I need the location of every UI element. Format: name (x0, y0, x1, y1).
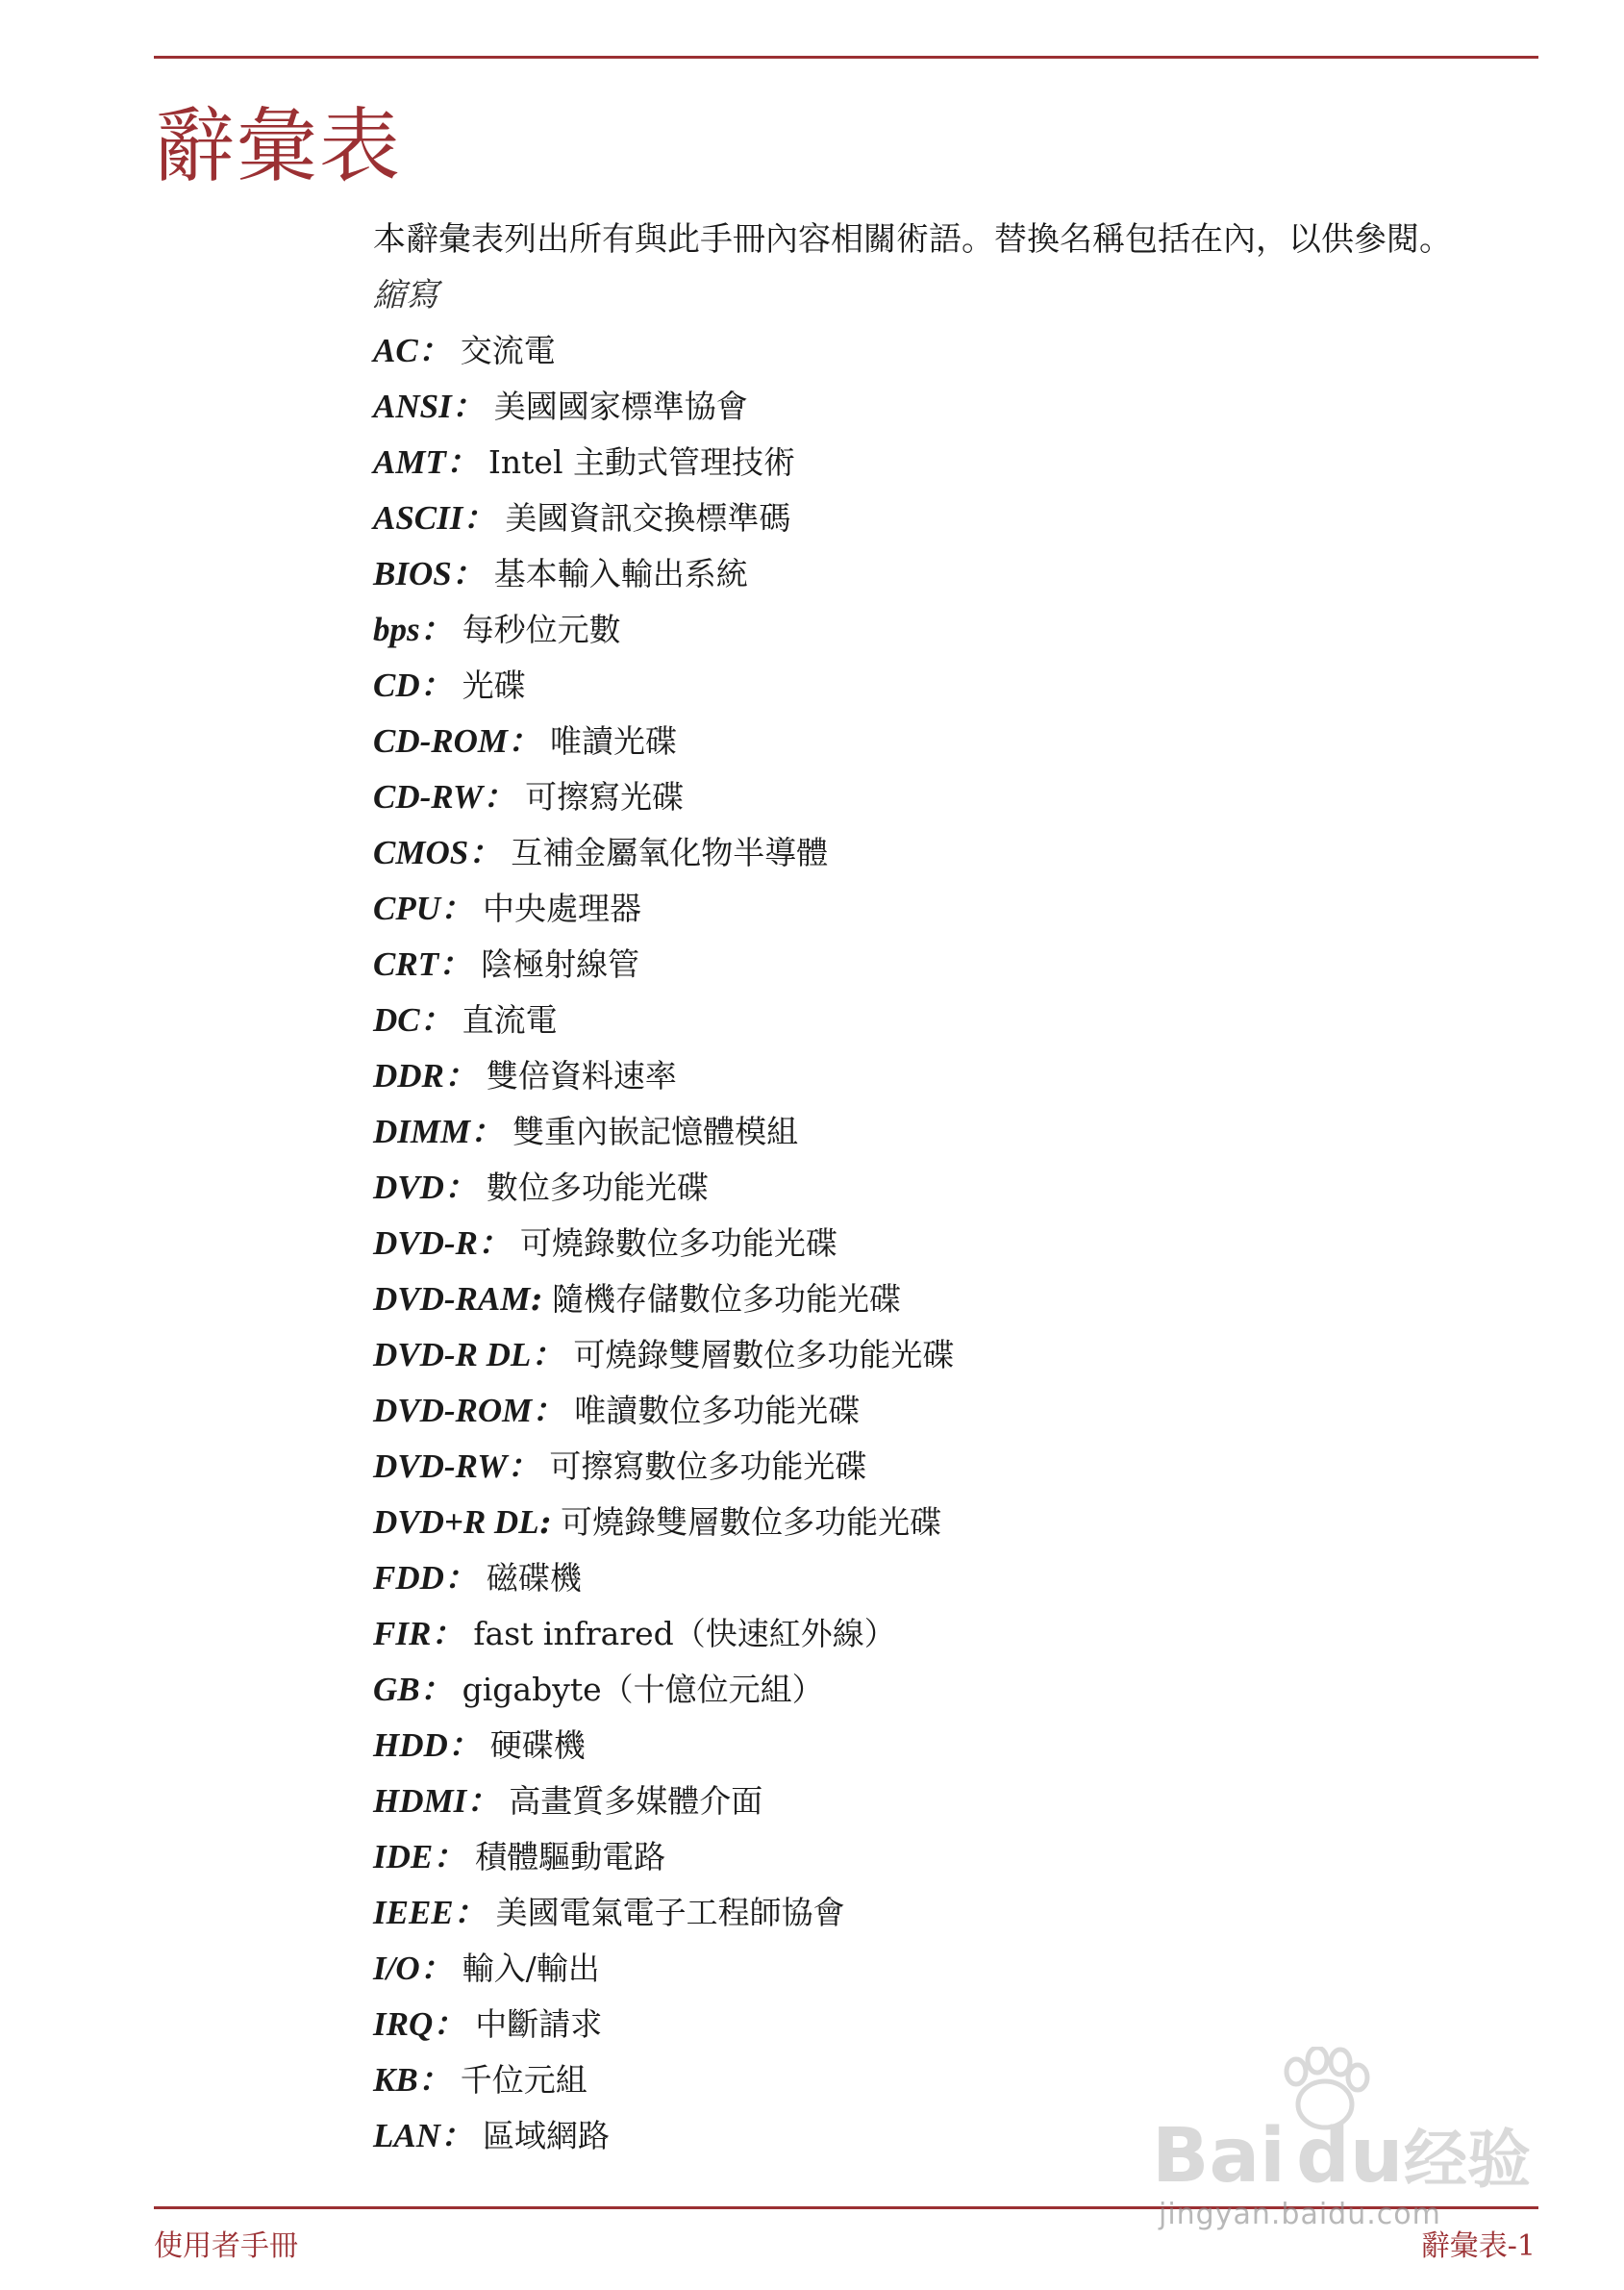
glossary-separator: ： (453, 1894, 487, 1932)
glossary-entry (373, 658, 1537, 714)
glossary-separator: ： (419, 667, 453, 705)
svg-text:Bai: Bai (1152, 2113, 1286, 2200)
page-title: 辭彙表 (154, 99, 403, 193)
glossary-term: CD-RW (373, 778, 484, 816)
glossary-entry (373, 1327, 1537, 1383)
glossary-term: DC (373, 1001, 420, 1039)
glossary-term: GB (373, 1671, 420, 1708)
glossary-term: DVD-R (373, 1224, 478, 1262)
glossary-entry (373, 1941, 1537, 1997)
glossary-definition: 雙重內嵌記憶體模組 (512, 1113, 799, 1150)
glossary-definition: 光碟 (462, 667, 526, 704)
glossary-definition: 可擦寫數位多功能光碟 (549, 1447, 867, 1485)
glossary-separator: ： (531, 1336, 564, 1374)
glossary-entry (373, 1216, 1537, 1271)
glossary-entry (373, 1104, 1537, 1160)
glossary-list (373, 323, 1537, 2164)
baidu-watermark-logo (1152, 2047, 1556, 2210)
glossary-term: CD-ROM (373, 722, 509, 760)
glossary-separator: ： (419, 1001, 453, 1040)
glossary-entry (373, 1718, 1537, 1774)
glossary-definition: 磁碟機 (486, 1559, 582, 1597)
glossary-term: HDD (373, 1726, 448, 1764)
glossary-separator: ： (507, 1447, 540, 1486)
glossary-separator: ： (470, 1113, 504, 1151)
glossary-term: FIR (373, 1615, 432, 1652)
intro-paragraph: 本辭彙表列出所有與此手冊內容相關術語。替換名稱包括在內，以供參閱。 (373, 220, 1452, 259)
glossary-term: bps (373, 611, 420, 648)
glossary-definition: 唯讀數位多功能光碟 (574, 1392, 861, 1429)
glossary-entry (373, 491, 1537, 546)
glossary-term: KB (373, 2061, 418, 2099)
glossary-term: DIMM (373, 1113, 471, 1150)
glossary-separator: ： (438, 945, 472, 984)
glossary-separator: ： (483, 778, 516, 817)
glossary-separator: ： (508, 722, 541, 761)
glossary-entry (373, 1606, 1537, 1662)
footer-page-number: 辭彙表-1 (1420, 2229, 1536, 2263)
glossary-definition: 交流電 (460, 332, 556, 369)
glossary-entry (373, 1160, 1537, 1216)
glossary-term: I/O (373, 1950, 420, 1987)
glossary-term: FDD (373, 1559, 444, 1597)
glossary-definition: 陰極射線管 (481, 945, 640, 983)
glossary-entry (373, 1048, 1537, 1104)
glossary-term: DDR (373, 1057, 444, 1095)
glossary-separator: ： (451, 555, 485, 593)
glossary-term: IEEE (373, 1894, 454, 1931)
glossary-separator: ： (443, 1559, 477, 1598)
glossary-separator: ： (532, 1392, 565, 1430)
glossary-definition: 區域網路 (483, 2117, 610, 2154)
glossary-separator: ： (466, 1782, 500, 1821)
glossary-entry (373, 1439, 1537, 1495)
glossary-definition: 可燒錄雙層數位多功能光碟 (573, 1336, 955, 1373)
glossary-definition: 美國資訊交換標準碼 (505, 499, 791, 537)
glossary-definition: 數位多功能光碟 (486, 1169, 709, 1206)
glossary-definition: 可燒錄數位多功能光碟 (519, 1224, 837, 1262)
glossary-entry (373, 435, 1537, 491)
glossary-term: DVD-RAM (373, 1280, 531, 1318)
glossary-term: IRQ (373, 2005, 434, 2043)
glossary-term: BIOS (373, 555, 452, 592)
glossary-definition: fast infrared（快速紅外線） (473, 1615, 896, 1652)
glossary-separator: ： (443, 1169, 477, 1207)
glossary-definition: gigabyte（十億位元組） (462, 1671, 824, 1708)
glossary-separator: ： (440, 2117, 473, 2155)
glossary-term: ASCII (373, 499, 463, 537)
glossary-term: DVD-R DL (373, 1336, 532, 1373)
glossary-definition: 積體驅動電路 (475, 1838, 666, 1875)
glossary-definition: 輸入/輸出 (462, 1950, 600, 1987)
glossary-definition: 美國國家標準協會 (493, 388, 748, 425)
glossary-definition: 可燒錄雙層數位多功能光碟 (561, 1503, 942, 1541)
glossary-separator: ： (440, 890, 473, 928)
glossary-definition: 隨機存儲數位多功能光碟 (551, 1280, 901, 1318)
section-label-abbreviations: 縮寫 (373, 276, 438, 315)
glossary-content (373, 212, 1537, 2164)
glossary-separator: ： (468, 834, 502, 872)
glossary-term: LAN (373, 2117, 440, 2154)
glossary-definition: 雙倍資料速率 (486, 1057, 677, 1095)
glossary-term: CRT (373, 945, 439, 983)
glossary-entry (373, 1383, 1537, 1439)
glossary-entry (373, 993, 1537, 1048)
glossary-term: DVD+R DL (373, 1503, 539, 1541)
svg-text:经验: 经验 (1404, 2123, 1531, 2197)
glossary-separator: ： (417, 2061, 451, 2100)
footer-manual-title: 使用者手冊 (154, 2229, 298, 2263)
glossary-definition: 互補金屬氧化物半導體 (511, 834, 829, 871)
glossary-entry (373, 323, 1537, 379)
glossary-separator: ： (433, 1838, 466, 1876)
glossary-term: DVD (373, 1169, 444, 1206)
glossary-entry (373, 1829, 1537, 1885)
glossary-entry (373, 825, 1537, 881)
glossary-definition: 千位元組 (460, 2061, 587, 2099)
watermark-url: jingyan.baidu.com (1159, 2198, 1441, 2231)
glossary-term: AC (373, 332, 418, 369)
glossary-entry (373, 1885, 1537, 1941)
glossary-definition: 直流電 (462, 1001, 558, 1039)
glossary-separator: ： (431, 1615, 464, 1653)
glossary-term: AMT (373, 443, 446, 481)
glossary-term: DVD-ROM (373, 1392, 533, 1429)
glossary-entry (373, 602, 1537, 658)
glossary-separator: ： (419, 611, 453, 649)
glossary-entry (373, 714, 1537, 769)
glossary-definition: 美國電氣電子工程師協會 (495, 1894, 845, 1931)
glossary-term: IDE (373, 1838, 434, 1875)
glossary-definition: 基本輸入輸出系統 (493, 555, 748, 592)
glossary-definition: 中央處理器 (483, 890, 641, 927)
glossary-term: CD (373, 667, 420, 704)
glossary-entry (373, 1774, 1537, 1829)
glossary-definition: 中斷請求 (475, 2005, 603, 2043)
glossary-separator: ： (443, 1057, 477, 1095)
glossary-definition: 硬碟機 (489, 1726, 586, 1764)
glossary-separator: ： (419, 1950, 453, 1988)
glossary-separator: : (538, 1503, 552, 1542)
glossary-term: HDMI (373, 1782, 467, 1820)
glossary-entry (373, 769, 1537, 825)
glossary-separator: ： (445, 443, 479, 482)
glossary-term: DVD-RW (373, 1447, 508, 1485)
glossary-definition: 唯讀光碟 (550, 722, 678, 760)
glossary-entry (373, 1997, 1537, 2052)
glossary-entry (373, 1662, 1537, 1718)
glossary-definition: 高畫質多媒體介面 (509, 1782, 763, 1820)
glossary-term: CPU (373, 890, 440, 927)
glossary-separator: ： (447, 1726, 481, 1765)
glossary-term: CMOS (373, 834, 469, 871)
glossary-entry (373, 546, 1537, 602)
glossary-entry (373, 379, 1537, 435)
glossary-separator: : (530, 1280, 542, 1319)
glossary-entry (373, 1495, 1537, 1550)
glossary-separator: ： (417, 332, 451, 370)
glossary-separator: ： (419, 1671, 453, 1709)
glossary-definition: 可擦寫光碟 (525, 778, 685, 816)
glossary-separator: ： (451, 388, 485, 426)
glossary-definition: 每秒位元數 (462, 611, 621, 648)
glossary-separator: ： (462, 499, 496, 538)
glossary-separator: ： (433, 2005, 466, 2044)
glossary-definition: Intel 主動式管理技術 (487, 443, 795, 481)
glossary-separator: ： (477, 1224, 511, 1263)
header-rule (154, 56, 1538, 59)
svg-text:du: du (1296, 2113, 1404, 2200)
glossary-term: ANSI (373, 388, 452, 425)
glossary-entry (373, 1271, 1537, 1327)
glossary-entry (373, 1550, 1537, 1606)
glossary-entry (373, 937, 1537, 993)
glossary-entry (373, 881, 1537, 937)
